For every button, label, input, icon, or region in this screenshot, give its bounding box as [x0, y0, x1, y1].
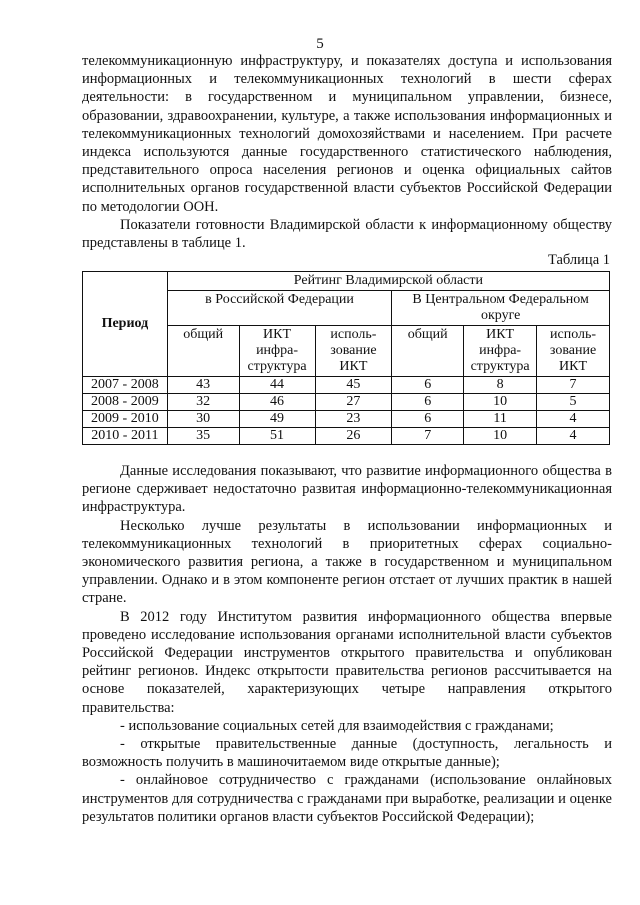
col-header-ict-infra: ИКТ инфра-структура [239, 326, 315, 377]
table-row [83, 394, 610, 411]
value-cell: 6 [392, 411, 464, 428]
table-row [83, 411, 610, 428]
value-cell: 6 [392, 377, 464, 394]
list-item: - использование социальных сетей для взаимодействия с гражданами; [120, 717, 554, 734]
paragraph-top-block [82, 52, 612, 252]
col-header-ict-use: исполь-зование ИКТ [315, 326, 392, 377]
paragraph-continuation: телекоммуникационную инфраструктуру, и показателях доступа и использования информационных и телекоммуникационных технологий в шести сферах деятельности: в государственном и муниципальном управлении, бизнесе, образовании, здравоохранении, культуре, а также использования информационных и телекоммуникационных технологий домохозяйствами и населением. При расчете индекса используются данные государственного статистического наблюдения, представительного опроса населения регионов и оценка официальных сайтов исполнительных органов государственной власти субъектов Российской Федерации по методологии ООН. [82, 53, 612, 215]
table-header-row-1 [83, 272, 610, 291]
value-cell: 10 [464, 394, 537, 411]
table-caption: Таблица 1 [547, 252, 610, 268]
value-cell: 49 [239, 411, 315, 428]
value-cell: 11 [464, 411, 537, 428]
value-cell: 4 [537, 411, 610, 428]
rating-header: Рейтинг Владимирской области [167, 272, 609, 291]
value-cell: 7 [392, 428, 464, 445]
period-header: Период [83, 272, 168, 377]
period-cell: 2008 - 2009 [83, 394, 168, 411]
col-header-ict-infra: ИКТ инфра-структура [464, 326, 537, 377]
col-header-total: общий [392, 326, 464, 377]
value-cell: 44 [239, 377, 315, 394]
value-cell: 27 [315, 394, 392, 411]
paragraph-bottom-block [82, 462, 612, 826]
period-cell: 2007 - 2008 [83, 377, 168, 394]
period-cell: 2010 - 2011 [83, 428, 168, 445]
value-cell: 8 [464, 377, 537, 394]
paragraph: Данные исследования показывают, что развитие информационного общества в регионе сдерживает недостаточно развитая информационно-телекоммуникационная инфраструктура. [82, 463, 612, 516]
value-cell: 26 [315, 428, 392, 445]
period-cell: 2009 - 2010 [83, 411, 168, 428]
table-row [83, 377, 610, 394]
paragraph: В 2012 году Институтом развития информационного общества впервые проведено исследование использования органами исполнительной власти субъектов Российской Федерации инструментов открытого правительства и опубликован рейтинг регионов. Индекс открытости правительства регионов рассчитывается на основе показателей, характеризующих четыре направления открытого правительства: [82, 608, 612, 716]
page-number: 5 [316, 36, 324, 52]
value-cell: 32 [167, 394, 239, 411]
table-row [83, 428, 610, 445]
paragraph: Несколько лучше результаты в использовании информационных и телекоммуникационных технологий в приоритетных сферах социально-экономического развития региона, а также в государственном и муниципальном управлении. Однако и в этом компоненте регион отстает от лучших практик в нашей стране. [82, 517, 612, 607]
value-cell: 5 [537, 394, 610, 411]
value-cell: 43 [167, 377, 239, 394]
value-cell: 7 [537, 377, 610, 394]
group-header-cfo: В Центральном Федеральном округе [392, 291, 610, 326]
col-header-total: общий [167, 326, 239, 377]
value-cell: 10 [464, 428, 537, 445]
rating-table [82, 271, 610, 445]
value-cell: 46 [239, 394, 315, 411]
value-cell: 30 [167, 411, 239, 428]
value-cell: 4 [537, 428, 610, 445]
col-header-ict-use: исполь-зование ИКТ [537, 326, 610, 377]
value-cell: 23 [315, 411, 392, 428]
paragraph-table-intro: Показатели готовности Владимирской области к информационному обществу представлены в таблице 1. [82, 216, 612, 252]
value-cell: 51 [239, 428, 315, 445]
group-header-rf: в Российской Федерации [167, 291, 392, 326]
list-item: - онлайновое сотрудничество с гражданами (использование онлайновых инструментов для сотрудничества с гражданами при выработке, реализации и оценке результатов политики органов власти субъектов Российской Федерации); [82, 772, 612, 825]
value-cell: 35 [167, 428, 239, 445]
list-item: - открытые правительственные данные (доступность, легальность и возможность получить в машиночитаемом виде открытые данные); [82, 736, 612, 771]
value-cell: 6 [392, 394, 464, 411]
value-cell: 45 [315, 377, 392, 394]
